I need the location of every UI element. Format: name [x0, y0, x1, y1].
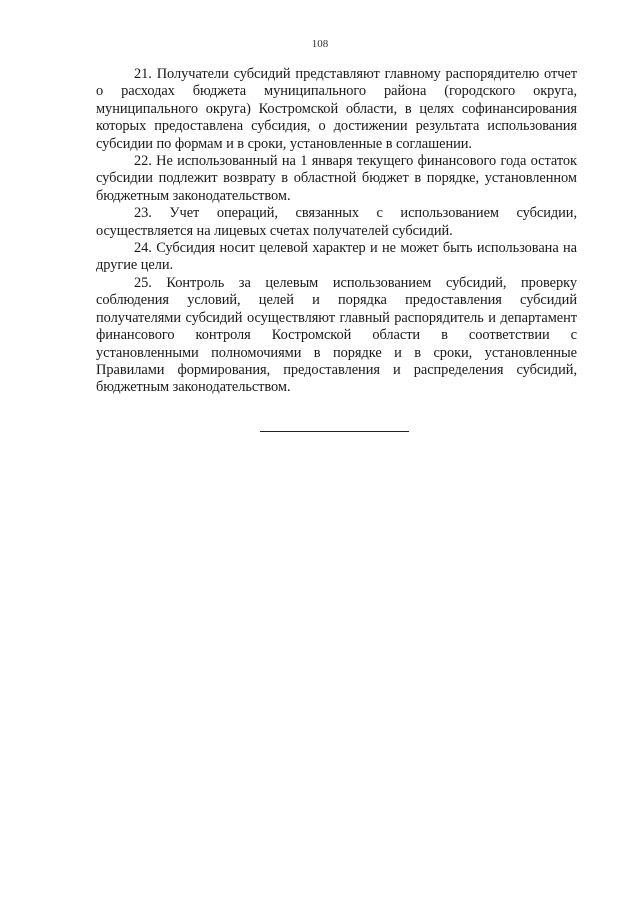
document-body	[96, 66, 577, 397]
paragraph-24: 24. Субсидия носит целевой характер и не может быть использована на другие цели.	[96, 240, 577, 274]
paragraph-21: 21. Получатели субсидий представляют главному распорядителю отчет о расходах бюджета муниципального района (городского округа, муниципального округа) Костромской области, в целях софинансирования которых предоставлена субсидия, о достижении результата использования субсидии по формам и в сроки, установленные в соглашении.	[96, 66, 577, 152]
paragraph-25: 25. Контроль за целевым использованием субсидий, проверку соблюдения условий, целей и порядка предоставления субсидий получателями субсидий осуществляют главный распорядитель и департамент финансового контроля Костромской области в соответствии с установленными полномочиями в порядке и в сроки, установленные Правилами формирования, предоставления и распределения субсидий, бюджетным законодательством.	[96, 274, 577, 396]
page-number: 108	[311, 38, 329, 50]
paragraph-23: 23. Учет операций, связанных с использованием субсидии, осуществляется на лицевых счетах получателей субсидий.	[96, 205, 577, 239]
end-divider-line	[260, 431, 409, 432]
paragraph-22: 22. Не использованный на 1 января текущего финансового года остаток субсидии подлежит возврату в областной бюджет в порядке, установленном бюджетным законодательством.	[96, 153, 577, 204]
